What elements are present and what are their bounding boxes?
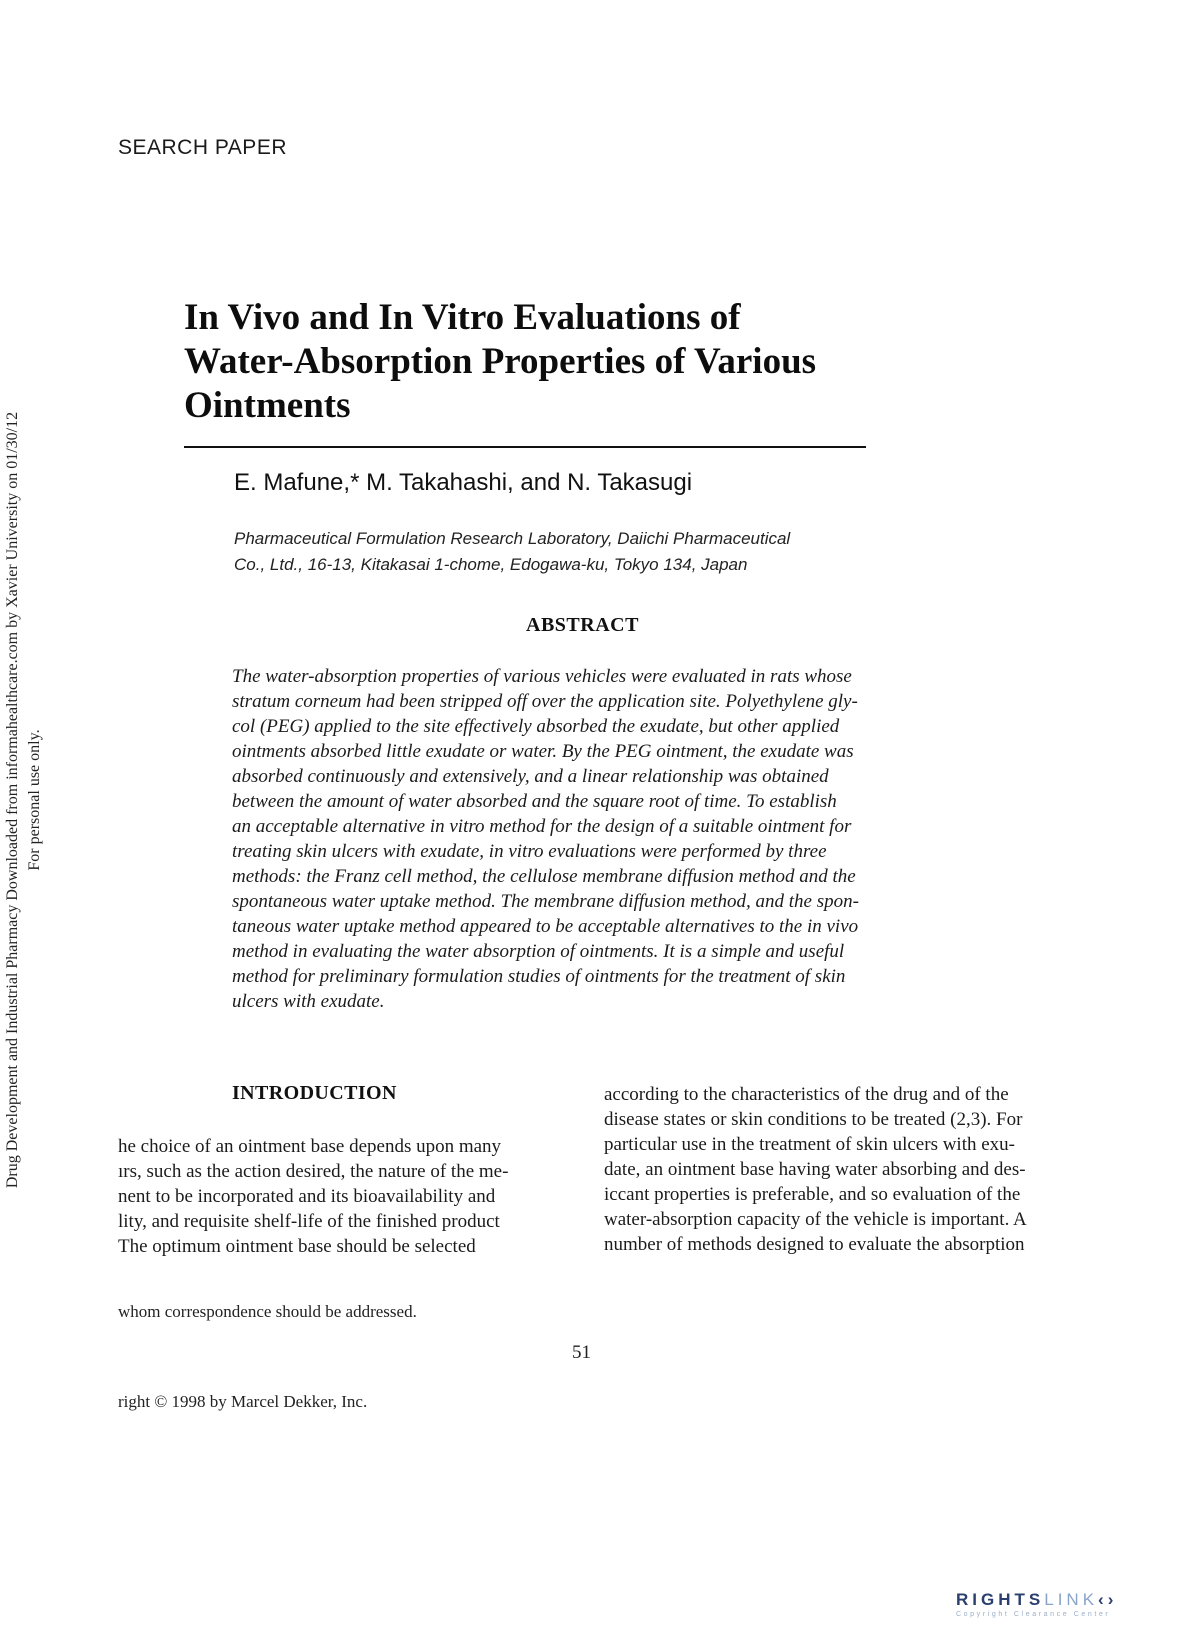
body-line: he choice of an ointment base depends upon many <box>118 1136 502 1157</box>
body-line: date, an ointment base having water absorbing and des- <box>604 1159 1026 1180</box>
rightslink-word-dark: RIGHTS <box>956 1590 1045 1609</box>
abstract-body <box>232 664 938 1014</box>
body-line: water-absorption capacity of the vehicle is important. A <box>604 1209 1027 1230</box>
download-notice-line: For personal use only. <box>26 729 43 871</box>
abstract-line: method for preliminary formulation studies of ointments for the treatment of skin <box>232 966 846 987</box>
introduction-heading: INTRODUCTION <box>232 1082 397 1104</box>
body-line: according to the characteristics of the drug and of the <box>604 1084 1009 1105</box>
abstract-line: taneous water uptake method appeared to be acceptable alternatives to the in vivo <box>232 916 859 937</box>
correspondence-footnote: whom correspondence should be addressed. <box>118 1302 417 1321</box>
abstract-line: between the amount of water absorbed and the square root of time. To establish <box>232 791 837 812</box>
title-line: Ointments <box>184 385 351 426</box>
body-line: particular use in the treatment of skin ulcers with exu- <box>604 1134 1016 1155</box>
abstract-line: absorbed continuously and extensively, and a linear relationship was obtained <box>232 766 829 787</box>
body-line: ırs, such as the action desired, the nature of the me- <box>118 1161 509 1182</box>
abstract-line: methods: the Franz cell method, the cellulose membrane diffusion method and the <box>232 866 856 887</box>
rightslink-word-light: LINK <box>1044 1590 1099 1609</box>
body-line: The optimum ointment base should be selected <box>118 1236 476 1257</box>
abstract-line: spontaneous water uptake method. The membrane diffusion method, and the spon- <box>232 891 859 912</box>
body-line: number of methods designed to evaluate the absorption <box>604 1234 1025 1255</box>
rightslink-logo[interactable] <box>956 1590 1188 1632</box>
page-number: 51 <box>572 1342 591 1363</box>
abstract-line: ulcers with exudate. <box>232 991 385 1012</box>
affiliation-line: Co., Ltd., 16-13, Kitakasai 1-chome, Edogawa-ku, Tokyo 134, Japan <box>234 555 748 574</box>
title-line: In Vivo and In Vitro Evaluations of <box>184 297 741 338</box>
rightslink-wordmark <box>956 1590 1188 1610</box>
article-title <box>184 296 904 428</box>
abstract-line: stratum corneum had been stripped off over the application site. Polyethylene gly- <box>232 691 858 712</box>
abstract-line: The water-absorption properties of various vehicles were evaluated in rats whose <box>232 666 852 687</box>
body-line: lity, and requisite shelf-life of the finished product <box>118 1211 500 1232</box>
download-notice-line: Drug Development and Industrial Pharmacy Downloaded from informahealthcare.com by Xavier University on 01/30/12 <box>4 411 21 1189</box>
abstract-line: an acceptable alternative in vitro method for the design of a suitable ointment for <box>232 816 852 837</box>
abstract-line: method in evaluating the water absorption of ointments. It is a simple and useful <box>232 941 845 962</box>
title-divider <box>184 446 866 448</box>
body-line: iccant properties is preferable, and so evaluation of the <box>604 1184 1021 1205</box>
body-line: disease states or skin conditions to be treated (2,3). For <box>604 1109 1023 1130</box>
section-label: SEARCH PAPER <box>118 136 287 159</box>
author-list: E. Mafune,* M. Takahashi, and N. Takasugi <box>234 469 693 496</box>
title-line: Water-Absorption Properties of Various <box>184 341 817 382</box>
download-notice <box>2 360 58 1240</box>
affiliation <box>234 526 874 578</box>
rightslink-arrow-icon: ‹› <box>1098 1590 1118 1609</box>
abstract-line: treating skin ulcers with exudate, in vitro evaluations were performed by three <box>232 841 827 862</box>
abstract-heading: ABSTRACT <box>526 614 639 636</box>
affiliation-line: Pharmaceutical Formulation Research Laboratory, Daiichi Pharmaceutical <box>234 529 791 548</box>
copyright-line: right © 1998 by Marcel Dekker, Inc. <box>118 1392 368 1411</box>
rightslink-subtitle: Copyright Clearance Center <box>956 1611 1111 1618</box>
abstract-line: ointments absorbed little exudate or water. By the PEG ointment, the exudate was <box>232 741 854 762</box>
introduction-right-column <box>604 1082 1090 1257</box>
body-line: nent to be incorporated and its bioavailability and <box>118 1186 496 1207</box>
abstract-line: col (PEG) applied to the site effectively absorbed the exudate, but other applied <box>232 716 840 737</box>
introduction-left-column <box>118 1134 560 1259</box>
